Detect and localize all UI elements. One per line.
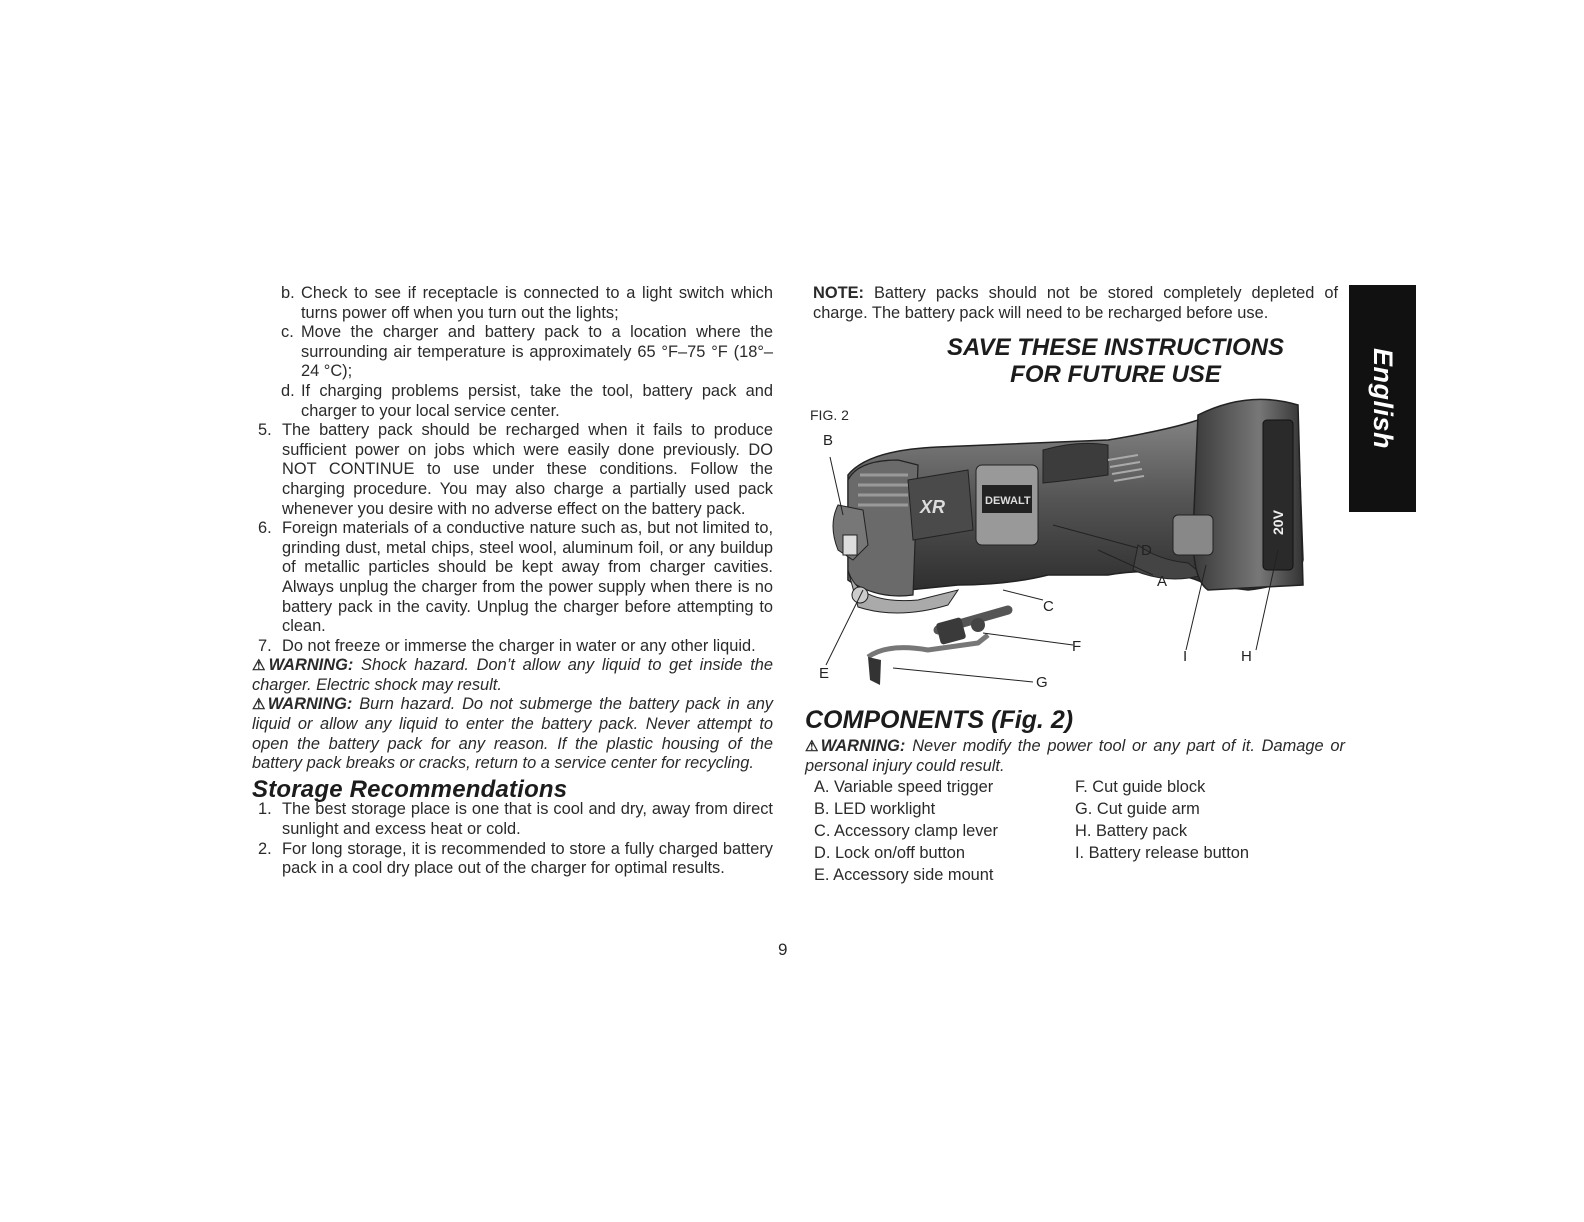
list-item: D. Lock on/off button — [814, 844, 965, 862]
list-item: G. Cut guide arm — [1075, 800, 1200, 818]
list-item: 6. Foreign materials of a conductive nature such as, but not limited to, grinding dust, metal chips, steel wool, aluminum foil, or any buildup of metallic particles should be kept away from charger cavities. Always unplug the charger from the power supply when there is no battery pack in the cavity. Unplug the charger before attempting to clean. — [258, 519, 773, 636]
left-column — [252, 284, 773, 879]
warning-triangle-icon: ⚠ — [252, 696, 268, 714]
note-paragraph: NOTE: Battery packs should not be stored completely depleted of charge. The battery pack will need to be recharged before use. — [813, 284, 1338, 322]
list-item: C. Accessory clamp lever — [814, 822, 998, 840]
language-tab: English — [1349, 285, 1416, 512]
list-item: E. Accessory side mount — [814, 866, 994, 884]
parts-list-left — [814, 776, 998, 886]
list-item: b. Check to see if receptacle is connected to a light switch which turns power off when you turn out the lights; — [281, 284, 773, 322]
list-item: I. Battery release button — [1075, 844, 1250, 862]
list-item: 7. Do not freeze or immerse the charger in water or any other liquid. — [258, 636, 756, 655]
dewalt-logo: DEWALT — [985, 495, 1031, 507]
callout-f: F — [1072, 638, 1082, 655]
callout-g: G — [1036, 674, 1048, 691]
list-item: A. Variable speed trigger — [814, 778, 994, 796]
storage-heading: Storage Recommendations — [252, 775, 568, 803]
list-item: c. Move the charger and battery pack to a location where the surrounding air temperature is approximately 65 °F–75 °F (18°–24 °C); — [281, 323, 773, 381]
callout-h: H — [1241, 648, 1252, 665]
shock-warning: ⚠WARNING: Shock hazard. Don’t allow any liquid to get inside the charger. Electric shock may result. — [252, 656, 773, 694]
callout-i: I — [1183, 648, 1188, 665]
list-item: d. If charging problems persist, take the tool, battery pack and charger to your local service center. — [281, 381, 773, 420]
warning-triangle-icon: ⚠ — [252, 657, 269, 675]
figure-label: FIG. 2 — [810, 407, 849, 424]
list-item: 2. For long storage, it is recommended to store a fully charged battery pack in a cool dry place out of the charger for optimal results. — [258, 839, 773, 878]
callout-d: D — [1141, 542, 1152, 559]
list-item: F. Cut guide block — [1075, 778, 1206, 796]
components-warning: ⚠WARNING: Never modify the power tool or any part of it. Damage or personal injury could result. — [805, 737, 1345, 775]
list-item: H. Battery pack — [1075, 822, 1188, 840]
callout-e: E — [819, 665, 830, 682]
list-item: B. LED worklight — [814, 800, 936, 818]
warning-triangle-icon: ⚠ — [805, 738, 821, 755]
callout-c: C — [1043, 598, 1054, 615]
save-instructions-heading: SAVE THESE INSTRUCTIONS FOR FUTURE USE — [947, 334, 1284, 389]
page-number: 9 — [778, 940, 788, 959]
callout-b: B — [823, 432, 834, 449]
parts-list-right — [1075, 776, 1249, 864]
burn-warning: ⚠WARNING: Burn hazard. Do not submerge the battery pack in any liquid or allow any liquid to enter the battery pack. Never attempt to open the battery pack for any reason. If the plastic housing of the battery pack breaks or cracks, return to a service center for recycling. — [252, 695, 774, 773]
list-item: 1. The best storage place is one that is cool and dry, away from direct sunlight and excess heat or cold. — [258, 800, 773, 839]
components-heading: COMPONENTS (Fig. 2) — [805, 706, 1074, 734]
xr-logo: XR — [920, 497, 946, 517]
callout-a: A — [1157, 573, 1168, 590]
tool-illustration — [808, 385, 1328, 705]
list-item: 5. The battery pack should be recharged when it fails to produce sufficient power on jobs which were easily done previously. DO NOT CONTINUE to use under these conditions. Follow the charging procedure. You may also charge a partially used pack whenever you desire with no adverse effect on the battery pack. — [258, 421, 773, 518]
battery-label: 20V — [1270, 510, 1286, 535]
